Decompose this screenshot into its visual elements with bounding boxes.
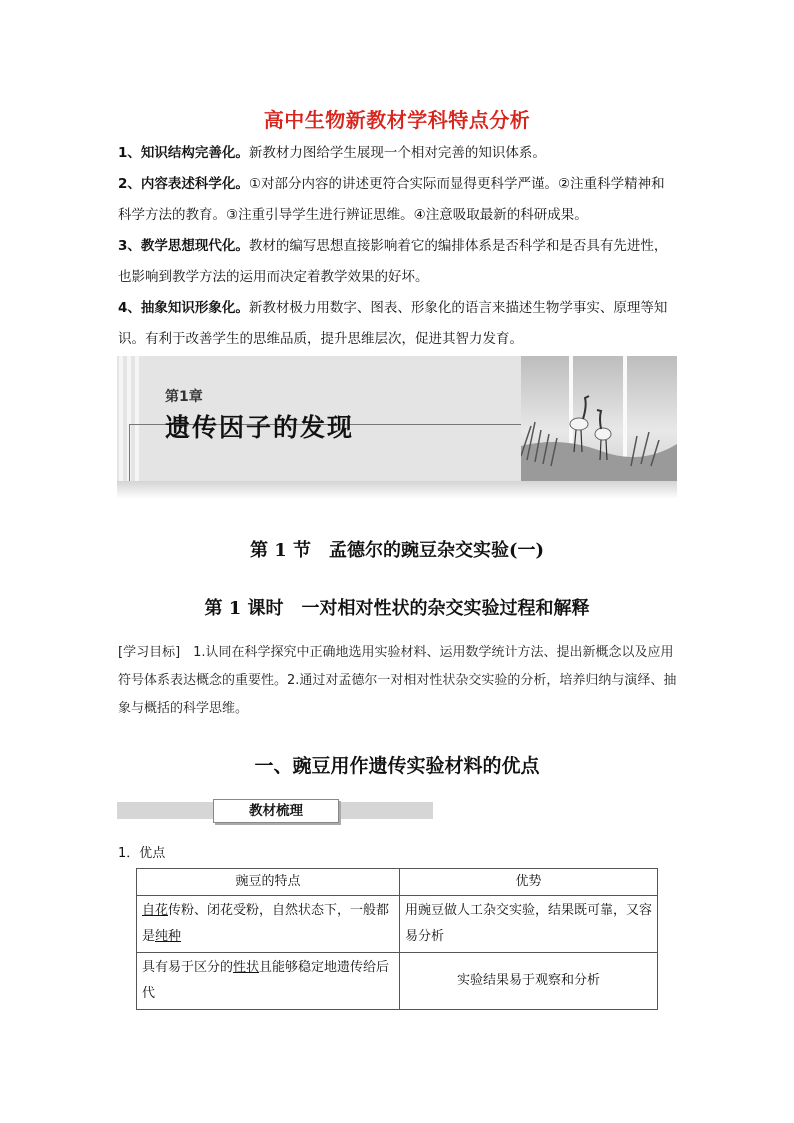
banner-shadow (117, 481, 677, 499)
table-row (137, 953, 658, 1010)
point-1: 1、知识结构完善化。新教材力图给学生展现一个相对完善的知识体系。 (118, 145, 546, 161)
advantages-table (136, 868, 658, 1010)
point-4: 4、抽象知识形象化。新教材极力用数字、图表、形象化的语言来描述生物学事实、原理等知识。有利于改善学生的思维品质，提升思维层次，促进其智力发育。 (118, 300, 668, 347)
point-2: 2、内容表述科学化。①对部分内容的讲述更符合实际而显得更科学严谨。②注重科学精神和科学方法的教育。③注重引导学生进行辨证思维。④注意吸取最新的科研成果。 (118, 176, 665, 223)
learning-goals: [学习目标] 1.认同在科学探究中正确地选用实验材料、运用数学统计方法、提出新概念以及应用符号体系表达概念的重要性。2.通过对孟德尔一对相对性状杂交实验的分析，培养归纳与演绎、抽象与概括的科学思维。 (118, 645, 677, 716)
point-3: 3、教学思想现代化。教材的编写思想直接影响着它的编排体系是否科学和是否具有先进性，也影响到教学方法的运用而决定着教学效果的好坏。 (118, 238, 668, 285)
chapter-title: 遗传因子的发现 (165, 413, 355, 442)
section-title: 第 1 节 孟德尔的豌豆杂交实验(一) (249, 540, 545, 561)
part-title: 一、豌豆用作遗传实验材料的优点 (254, 755, 540, 777)
cranes-photo (521, 356, 677, 481)
tag-label: 教材梳理 (213, 799, 339, 823)
chapter-number: 第1章 (165, 389, 203, 405)
table-cell: 用豌豆做人工杂交实验，结果既可靠，又容易分析 (400, 896, 658, 953)
table-header-row (137, 869, 658, 896)
table-cell: 实验结果易于观察和分析 (400, 953, 658, 1010)
lesson-title: 第 1 课时 一对相对性状的杂交实验过程和解释 (204, 598, 590, 619)
chapter-banner (117, 356, 677, 481)
table-row (137, 896, 658, 953)
table-cell: 具有易于区分的性状且能够稳定地遗传给后代 (137, 953, 400, 1010)
page-title: 高中生物新教材学科特点分析 (263, 108, 531, 132)
table-header: 豌豆的特点 (137, 869, 400, 896)
table-header: 优势 (400, 869, 658, 896)
table-cell: 自花传粉、闭花受粉，自然状态下，一般都是纯种 (137, 896, 400, 953)
item-label: 1．优点 (118, 846, 166, 861)
